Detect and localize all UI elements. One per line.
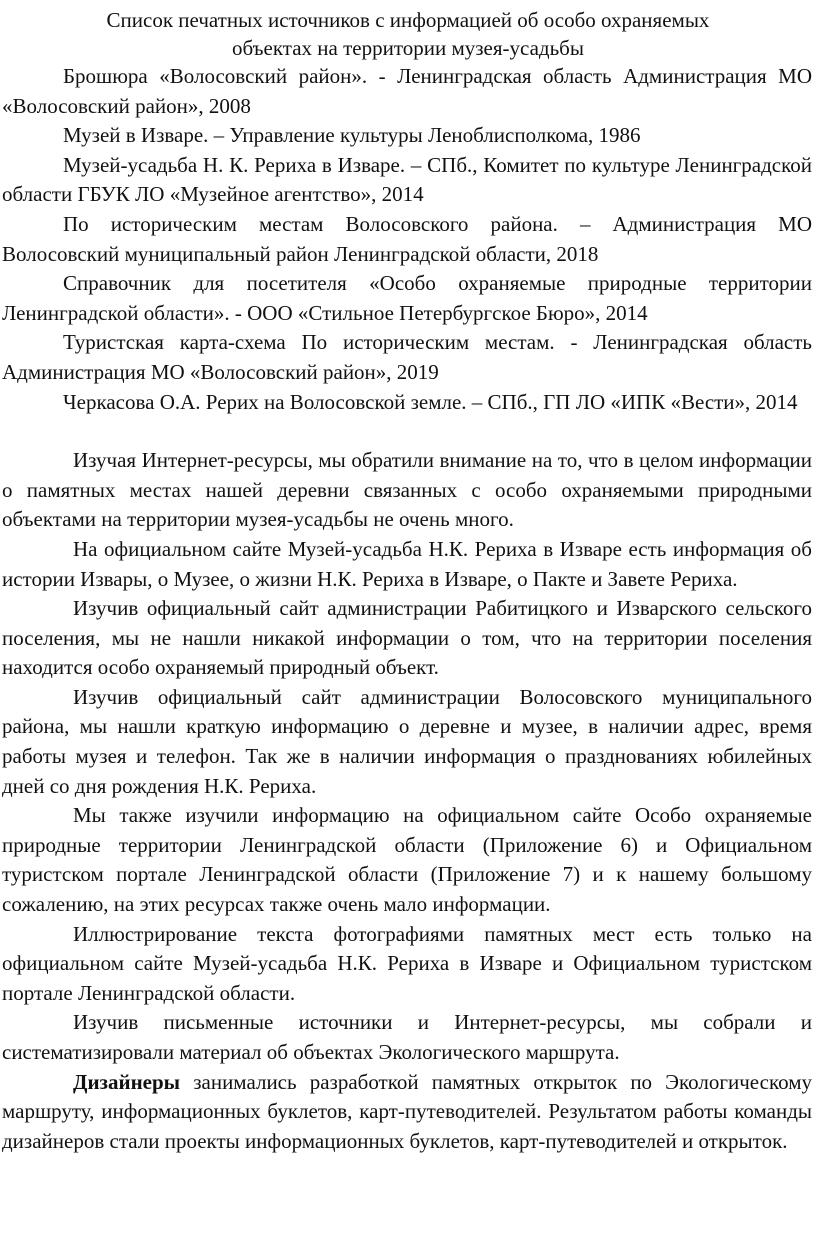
title-line-2: объектах на территории музея-усадьбы	[232, 36, 584, 60]
designers-text: занимались разработкой памятных открыток по Экологическому маршруту, информационных буклетов, карт-путеводителей. Результатом работы команды дизайнеров стали проекты информационных буклетов, карт-путеводителей и открыток.	[2, 1069, 812, 1153]
source-item: Музей в Изваре. – Управление культуры Леноблисполкома, 1986	[63, 123, 641, 148]
paragraph: На официальном сайте Музей-усадьба Н.К. Рериха в Изваре есть информация об истории Извары, о Музее, о жизни Н.К. Рериха в Изваре, о Пакте и Завете Рериха.	[2, 536, 812, 591]
document-title	[0, 6, 816, 62]
paragraph: Изучив официальный сайт администрации Рабитицкого и Изварского сельского поселения, мы не нашли никакой информации о том, что на территории поселения находится особо охраняемый природный объект.	[2, 596, 812, 680]
designers-heading: Дизайнеры	[73, 1069, 181, 1094]
designers-paragraph	[2, 1068, 812, 1157]
sources-list	[0, 62, 816, 417]
source-item: Черкасова О.А. Рерих на Волосовской земле. – СПб., ГП ЛО «ИПК «Вести», 2014	[63, 389, 798, 414]
paragraph: Мы также изучили информацию на официальном сайте Особо охраняемые природные территории Ленинградской области (Приложение 6) и Официальном туристском портале Ленинградской области (Приложение 7) и к нашему большому сожалению, на этих ресурсах также очень мало информации.	[2, 803, 812, 917]
source-item: Музей-усадьба Н. К. Рериха в Изваре. – СПб., Комитет по культуре Ленинградской области ГБУК ЛО «Музейное агентство», 2014	[2, 152, 812, 207]
paragraph: Иллюстрирование текста фотографиями памятных мест есть только на официальном сайте Музей-усадьба Н.К. Рериха в Изваре и Официальном туристском портале Ленинградской области.	[2, 921, 812, 1005]
paragraph: Изучив официальный сайт администрации Волосовского муниципального района, мы нашли краткую информацию о деревне и музее, в наличии адрес, время работы музея и телефон. Так же в наличии информация о празднованиях юбилейных дней со дня рождения Н.К. Рериха.	[2, 684, 812, 798]
body-text	[0, 446, 816, 1156]
section-gap	[0, 417, 816, 446]
source-item: Брошюра «Волосовский район». - Ленинградская область Администрация МО «Волосовский район», 2008	[2, 64, 812, 118]
paragraph: Изучив письменные источники и Интернет-ресурсы, мы собрали и систематизировали материал об объектах Экологического маршрута.	[2, 1010, 812, 1064]
title-line-1: Список печатных источников с информацией об особо охраняемых	[106, 8, 710, 32]
paragraph: Изучая Интернет-ресурсы, мы обратили внимание на то, что в целом информации о памятных местах нашей деревни связанных с особо охраняемыми природными объектами на территории музея-усадьбы не очень много.	[2, 448, 812, 532]
source-item: Справочник для посетителя «Особо охраняемые природные территории Ленинградской области». - ООО «Стильное Петербургское Бюро», 2014	[2, 271, 812, 325]
source-item: По историческим местам Волосовского района. – Администрация МО Волосовский муниципальный район Ленинградской области, 2018	[2, 211, 812, 266]
source-item: Туристская карта-схема По историческим местам. - Ленинградская область Администрация МО «Волосовский район», 2019	[2, 330, 812, 384]
